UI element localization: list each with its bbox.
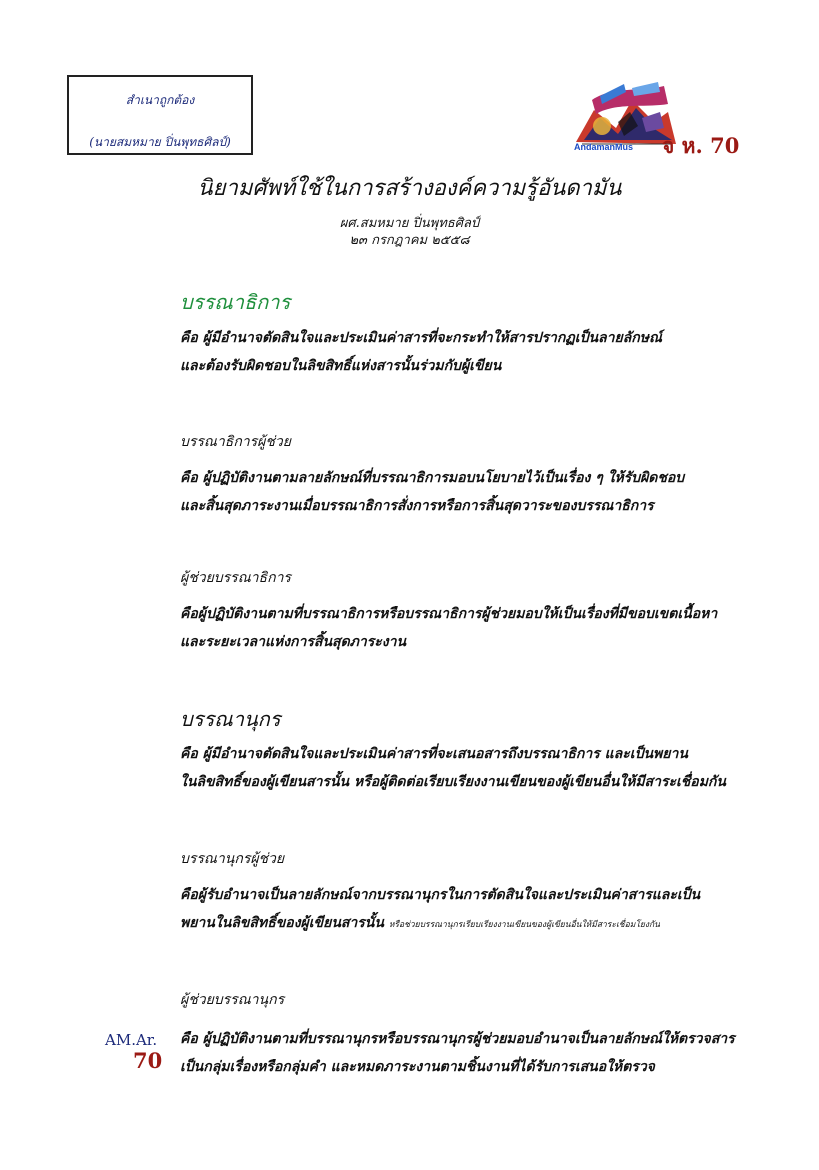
term-heading: บรรณาธิการผู้ช่วย xyxy=(180,434,291,450)
document-code-prefix: จ ห. xyxy=(662,133,703,158)
term-definition xyxy=(180,881,740,939)
page-title: นิยามศัพท์ใช้ในการสร้างองค์ความรู้อันดามัน xyxy=(197,176,622,201)
term-definition xyxy=(180,740,740,796)
definition-line: ในลิขสิทธิ์ของผู้เขียนสารนั้น หรือผู้ติดต่อเรียบเรียงงานเขียนของผู้เขียนอื่นให้มีสาระเชื่อมกัน xyxy=(180,774,726,790)
definition-line: เป็นกลุ่มเรื่องหรือกลุ่มคำ และหมดภาระงานตามชิ้นงานที่ได้รับการเสนอให้ตรวจ xyxy=(180,1059,655,1075)
term-heading: บรรณานุกรผู้ช่วย xyxy=(180,851,285,867)
definition-line: และระยะเวลาแห่งการสิ้นสุดภาระงาน xyxy=(180,634,407,650)
document-code xyxy=(662,130,739,163)
definition-line xyxy=(180,909,740,939)
term-definition xyxy=(180,324,740,380)
certification-label: สำเนาถูกต้อง xyxy=(125,93,195,107)
term-definition xyxy=(180,1025,740,1081)
definition-line: และต้องรับผิดชอบในลิขสิทธิ์แห่งสารนั้นร่วมกับผู้เขียน xyxy=(180,358,502,374)
term-heading: ผู้ช่วยบรรณานุกร xyxy=(180,992,285,1008)
logo-wordmark: AndamanMus xyxy=(574,142,634,152)
term-heading: ผู้ช่วยบรรณาธิการ xyxy=(180,570,291,586)
page-number: 70 xyxy=(133,1048,163,1073)
definition-line: คือ ผู้มีอำนาจตัดสินใจและประเมินค่าสารที่จะเสนอสารถึงบรรณาธิการ และเป็นพยาน xyxy=(180,746,688,762)
term-definition xyxy=(180,600,740,656)
definition-line: คือ ผู้ปฏิบัติงานตามที่บรรณานุกรหรือบรรณานุกรผู้ช่วยมอบอำนาจเป็นลายลักษณ์ให้ตรวจสาร xyxy=(180,1031,735,1047)
term-definition xyxy=(180,464,740,520)
definition-line: คือผู้รับอำนาจเป็นลายลักษณ์จากบรรณานุกรในการตัดสินใจและประเมินค่าสารและเป็น xyxy=(180,887,701,903)
term-heading: บรรณาธิการ xyxy=(180,290,291,314)
certifier-name: (นายสมหมาย ปิ่นพุทธศิลป์) xyxy=(89,135,231,149)
definition-line: คือ ผู้มีอำนาจตัดสินใจและประเมินค่าสารที่จะกระทำให้สารปรากฏเป็นลายลักษณ์ xyxy=(180,330,662,346)
certification-box xyxy=(67,75,253,155)
author-line: ผศ.สมหมาย ปิ่นพุทธศิลป์ xyxy=(339,216,480,231)
document-code-number: 70 xyxy=(710,133,740,158)
term-heading: บรรณานุกร xyxy=(180,707,281,731)
definition-line-smallprint: หรือช่วยบรรณานุกรเรียบเรียงงานเขียนของผู้เขียนอื่นให้มีสาระเชื่อมโยงกัน xyxy=(388,920,660,930)
definition-line: คือ ผู้ปฏิบัติงานตามลายลักษณ์ที่บรรณาธิการมอบนโยบายไว้เป็นเรื่อง ๆ ให้รับผิดชอบ xyxy=(180,470,685,486)
definition-line: คือผู้ปฏิบัติงานตามที่บรรณาธิการหรือบรรณาธิการผู้ช่วยมอบให้เป็นเรื่องที่มีขอบเขตเนื้อหา xyxy=(180,606,718,622)
definition-line: และสิ้นสุดภาระงานเมื่อบรรณาธิการสั่งการหรือการสิ้นสุดวาระของบรรณาธิการ xyxy=(180,498,654,514)
definition-line-main: พยานในลิขสิทธิ์ของผู้เขียนสารนั้น xyxy=(180,915,384,931)
date-line: ๒๓ กรกฎาคม ๒๕๕๘ xyxy=(349,233,470,248)
page-series-label: AM.Ar. xyxy=(105,1031,158,1049)
